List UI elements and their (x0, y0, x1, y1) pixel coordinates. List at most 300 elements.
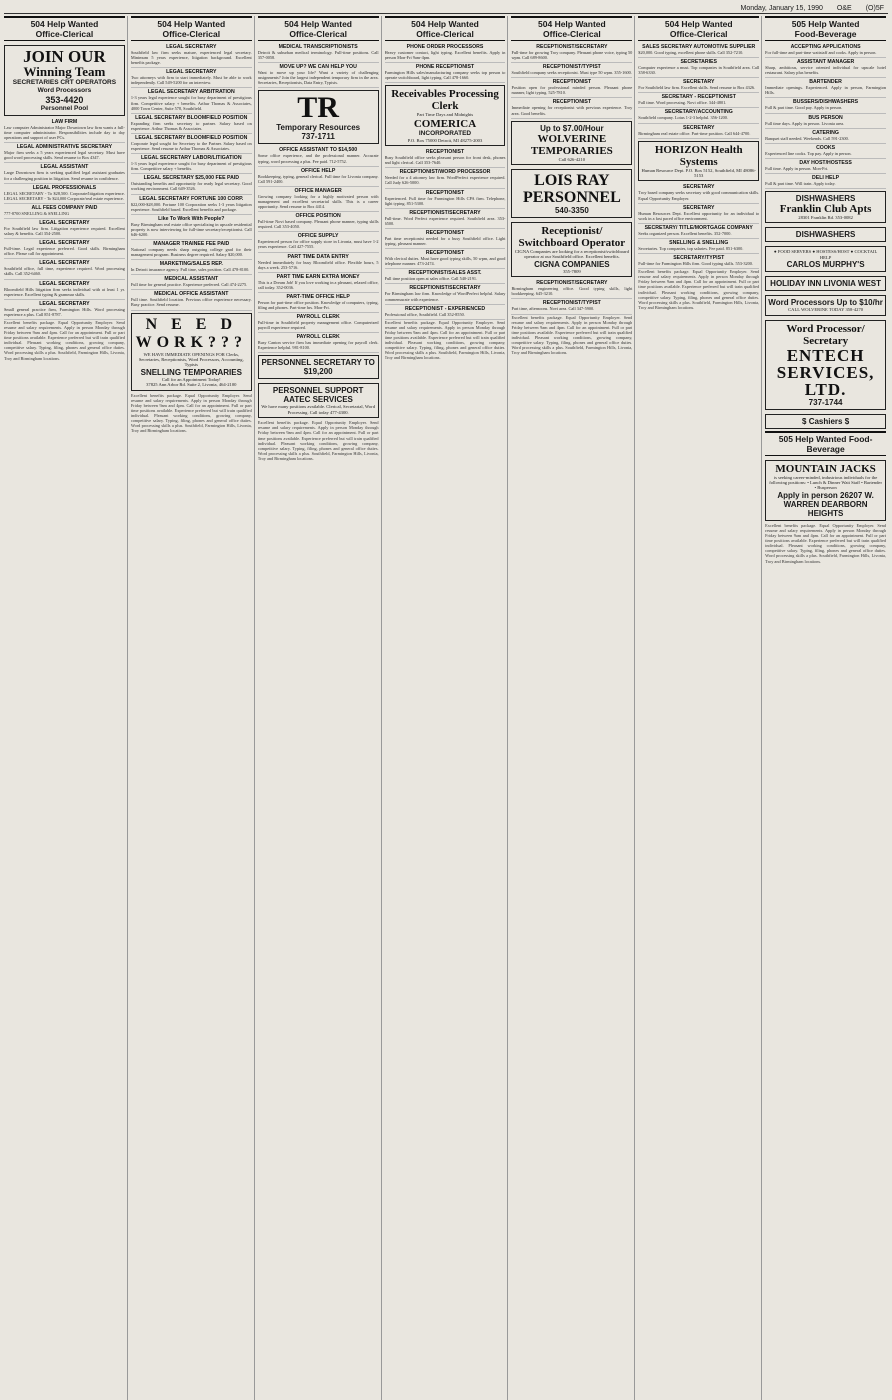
ad-heading: LEGAL SECRETARY (166, 69, 217, 76)
ad-heading: MOVE UP? WE CAN HELP YOU (279, 64, 357, 71)
ad-body: Growing company looking for a highly motivated person with management and excellent secretarial skills. This is a career opportunity. Send resume to Box 4414. (257, 193, 379, 210)
ad-heading: SECRETARY (683, 204, 715, 211)
ad-heading: RECEPTIONIST/TYPIST (542, 300, 601, 307)
ad-body: In Detroit insurance agency. Full time, sales position. Call 478-8100. (130, 267, 250, 273)
classified-ad (131, 154, 252, 174)
classified-ad (131, 68, 252, 88)
mountain-jacks-name: MOUNTAIN JACKS (775, 462, 876, 475)
ad-heading: BUS PERSON (808, 114, 843, 121)
classified-ad (765, 114, 886, 129)
comerica-sub: INCORPORATED (418, 129, 472, 137)
ad-heading: LEGAL SECRETARY BLOOMFIELD POSITION (135, 134, 248, 141)
ad-heading: RECEPTIONIST (425, 149, 465, 156)
lois-ray-phone: 540-3350 (554, 206, 589, 216)
classified-ad (638, 108, 759, 123)
ad-body: Some office experience, and the professional manner. Accurate typing, word processing a plus. Fee paid. 712-5752. (257, 153, 379, 164)
comerica-address: P.O. Box 75000 Detroit, MI 48275-2003 (407, 137, 483, 143)
ad-heading: LEGAL SECRETARY (39, 240, 90, 247)
classified-ad (765, 129, 886, 144)
wolverine-phone: Call 626-4210 (558, 156, 586, 162)
holiday-inn-name: HOLIDAY INN LIVONIA WEST (770, 279, 881, 289)
ad-heading: SECRETARY/TYPIST (673, 255, 725, 262)
ad-heading: MANAGER TRAINEE FEE PAID (153, 240, 230, 247)
classified-ad (638, 204, 759, 224)
ad-list (258, 146, 379, 353)
ad-heading: SECRETARY/ TITLE/MORTGAGE COMPANY (644, 224, 753, 231)
ad-heading: RECEPTIONIST/SECRETARY (409, 209, 481, 216)
need-work-body: WE HAVE IMMEDIATE OPENINGS FOR Clerks, Secretaries, Receptionists, Word Processors, Accounting, Typists (138, 351, 244, 368)
filler-text: Excellent benefits package. Equal Opportunity Employer. Send resume and salary requirements. Apply in person Monday through Friday between 9am and 4pm. Call for an appointment. Full or part time positions available. Experience preferred but will train qualified individual. Pleasant working conditions, growing company, competitive salary. Typing, filing, phones and general office duties. Word processing skills a plus. Southfield, Farmington Hills, Livonia, Troy and Birmingham locations. (130, 392, 252, 434)
ad-body: Full time. Southfield location. Previous office experience necessary. Busy practice. Send resume. (130, 297, 252, 308)
ad-heading: ASSISTANT MANAGER (796, 59, 855, 66)
ad-heading: COOKS (816, 144, 836, 151)
dishwashers-ad (765, 191, 886, 223)
classified-ad (258, 253, 379, 273)
ad-list (385, 148, 506, 320)
classified-ad (385, 148, 506, 168)
ad-list (131, 43, 252, 311)
ad-body: Small general practice firm, Farmington Hills. Word processing experience a plus. Call 851-8787. (4, 306, 125, 317)
ad-heading: SECRETARY (683, 124, 715, 131)
ad-heading: LEGAL PROFESSIONALS (32, 184, 97, 191)
food-positions: ● FOOD SERVERS ● HOSTESS/HOST ● COCKTAIL HELP (773, 249, 878, 260)
ad-body: Experienced line cooks. Top pay. Apply in person. (765, 150, 852, 156)
ad-heading: SECRETARY/ACCOUNTING (664, 109, 733, 116)
cigna-ad (511, 222, 632, 277)
ad-heading: LAW FIRM (51, 119, 78, 125)
ad-body: Experienced. Full time for Farmington Hills CPA firm. Telephone, light typing. 851-5300. (384, 195, 506, 206)
ad-body: Full time. Word processing. Novi office. 344-4801. (638, 100, 727, 106)
ad-body: For Southfield law firm. Litigation experience required. Excellent salary & benefits. Call 354-2500. (4, 225, 125, 237)
ad-heading: OFFICE ASSISTANT TO $14,500 (279, 147, 358, 154)
aatec-body: We have many positions available. Clerical, Secretarial, Word Processing. Call today 477-4300. (261, 404, 376, 415)
ad-body: Detroit & suburban medical terminology. Full-time positions. Call 357-0058. (257, 50, 379, 61)
temporary-resources-ad (258, 90, 379, 144)
ad-body: 777-8700 SNELLING & SNELLING (4, 210, 70, 216)
column-header: 504 Help Wanted Office-Clerical (511, 16, 632, 41)
dishwashers-heading: DISHWASHERS (795, 194, 856, 204)
folio-date: Monday, January 15, 1990 (740, 5, 823, 12)
ad-heading: SECRETARY (683, 79, 715, 86)
classified-ad (4, 204, 125, 219)
horizon-address: Human Resource Dept. P.O. Box 5152, Southfield, MI 48086-5153 (641, 167, 756, 179)
ad-heading: OFFICE SUPPLY (297, 233, 339, 240)
personnel-secretary-ad (258, 355, 379, 379)
ad-heading: PHONE ORDER PROCESSORS (406, 44, 484, 50)
column-header: 504 Help Wanted Office-Clerical (638, 16, 759, 41)
ad-body: Full & part time. Good pay. Apply in person. (765, 105, 843, 111)
ad-body: Southfield office, full time, experience required. Word processing skills. Call 352-6460. (4, 266, 125, 277)
ad-body: $22,000-$28,000. Fortune 100 Corporation seeks 1-3 years litigation experience. Southfield based. Excellent benefits and package. (130, 201, 252, 212)
ad-heading: PART TIME EARN EXTRA MONEY (276, 273, 360, 280)
ad-body: Full-time. Legal experience preferred. Good skills. Birmingham office. Please call for appointment. (4, 246, 125, 257)
column-6 (638, 16, 762, 1400)
ad-heading: OFFICE MANAGER (294, 187, 342, 194)
ad-body: Southfield company. Lotus 1-2-3 helpful. 356-1200. (638, 115, 729, 121)
column-header: 505 Help Wanted Food-Beverage (765, 16, 886, 41)
carlos-name: CARLOS MURPHY'S (786, 260, 865, 270)
cashiers-heading: $ Cashiers $ (802, 416, 850, 426)
ad-body: Bloomfield Hills litigation firm seeks individual with at least 1 yr. experience. Excellent typing & grammar skills. (4, 286, 125, 297)
classified-ad (511, 299, 632, 314)
entech-phone: 737-1744 (808, 397, 843, 407)
winning-team-heading: Winning Team (23, 64, 106, 79)
classified-ad (638, 93, 759, 108)
ad-body: Busy Canton service firm has immediate opening for payroll clerk. Experience helpful. 981-8100. (257, 340, 379, 351)
ad-body: Corporate legal sought for Secretary to the Partner. Salary based on experience. Send resume to Arthur Thomas & Associates. (130, 140, 252, 152)
ad-list (638, 43, 759, 139)
classified-ad (638, 183, 759, 203)
ad-heading: BUSSERS/DISHWASHERS (793, 99, 859, 106)
ad-body: For full-time and part-time waitstaff and cooks. Apply in person. (765, 50, 877, 55)
dishwashers-ad-2 (765, 227, 886, 242)
ad-heading: MARKETING/SALES REP. (159, 261, 223, 268)
ad-heading: LEGAL SECRETARY ARBITRATION (147, 89, 235, 96)
wage-heading: Up to $7.00/Hour (540, 123, 604, 133)
ad-body: Seeks organized person. Excellent benefits. 352-7000. (638, 230, 732, 236)
column-header: 504 Help Wanted Office-Clerical (385, 16, 506, 41)
ad-body: With clerical duties. Must have good typing skills, 50 wpm, and good telephone manner. 473-2474. (384, 256, 506, 267)
ad-body: Experienced person for office supply store in Livonia, must have 1-2 years experience. Call 427-7555. (257, 239, 379, 250)
classified-ad (638, 58, 759, 78)
column-1 (4, 16, 128, 1400)
ad-body: Full time for general practice. Experience preferred. Call 474-2275. (130, 282, 248, 288)
need-work-ad (131, 313, 252, 391)
ad-body: Busy Birmingham real estate office specializing in upscale residential property is now interviewing for full-time secretary/receptionist. Call 646-6200. (130, 221, 252, 237)
ad-body: $20,000. Good typing, excellent phone skills. Call 352-7210. (638, 50, 744, 55)
ad-body: Immediate opening for receptionist with previous experience. Troy area. Good benefits. (511, 105, 633, 116)
filler-text: Excellent benefits package. Equal Opportunity Employer. Send resume and salary requirements. Apply in person Monday through Friday between 9am and 4pm. Call for an appointment. Full or part time positions available. Experience preferred but will train qualified individual. Pleasant working conditions, growing company, competitive salary. Typing, filing, phones and general office duties. Word processing skills a plus. Southfield, Farmington Hills, Livonia, Troy and Birmingham locations. (765, 522, 887, 564)
ad-body: Want to move up your life? Want a variety of challenging assignments? Join the largest independent temporary firm in the area. Secretaries, Receptionists, Data Entry, Typists. (257, 70, 379, 86)
classified-ad (385, 269, 506, 284)
word-processors-ad (765, 295, 886, 315)
need-work-heading: N E E D WORK??? (135, 315, 248, 351)
ad-body: Full-time for growing Troy company. Pleasant phone voice, typing 50 wpm. Call 689-8600. (511, 50, 633, 61)
ad-body: Full time. Apply in person. Mon-Fri. (765, 165, 829, 171)
ad-body: 1-3 years legal experience sought for busy department of prestigious firm. Competitive salary + benefits. (130, 161, 252, 172)
ad-heading: LEGAL SECRETARY BLOOMFIELD POSITION (135, 114, 248, 121)
ad-heading: LEGAL SECRETARY LABOR/LITIGATION (140, 155, 242, 162)
tr-phone: 737-1711 (301, 132, 335, 142)
mountain-jacks-ad (765, 460, 886, 521)
ad-heading: RECEPTIONIST/SECRETARY (409, 285, 481, 292)
filler-text: Excellent benefits package. Equal Opportunity Employer. Send resume and salary requirements. Apply in person Monday through Friday between 9am and 4pm. Call for an appointment. Full or part time positions available. Experience preferred but will train qualified individual. Pleasant working conditions, growing company, competitive salary. Typing, filing, phones and general office duties. Word processing skills a plus. Southfield, Farmington Hills, Livonia, Troy and Birmingham locations. (4, 319, 125, 361)
classified-ad (385, 209, 506, 229)
horizon-ad (638, 141, 759, 182)
mountain-jacks-body: is seeking career-minded, industrious individuals for the following positions: • Lunch & Dinner Wait Staff • Bartender • Busperson (769, 474, 882, 491)
classified-ad (258, 232, 379, 252)
ad-heading: SALES SECRETARY AUTOMOTIVE SUPPLIER (642, 44, 756, 50)
cigna-phone: 355-7809 (563, 268, 581, 274)
ad-heading: MEDICAL TRANSCRIPTIONISTS (278, 44, 358, 50)
lois-ray-ad (511, 169, 632, 218)
column-3 (258, 16, 382, 1400)
ad-body: Southfield company seeks receptionist. Must type 50 wpm. 355-1600. (511, 70, 632, 76)
ad-heading: LEGAL SECRETARY FORTUNE 100 CORP. (139, 195, 244, 202)
ad-body: Full time days. Apply in person. Livonia area. (765, 120, 845, 126)
ad-body: Farmington Hills sales/manufacturing company seeks top person to operate switchboard, light typing. Call 478-1660. (384, 70, 506, 81)
filler-text: Excellent benefits package. Equal Opportunity Employer. Send resume and salary requirements. Apply in person Monday through Friday between 9am and 4pm. Call for an appointment. Full or part time positions available. Experience preferred but will train qualified individual. Pleasant working conditions, growing company, competitive salary. Typing, filing, phones and general office duties. Word processing skills a plus. Southfield, Farmington Hills, Livonia, Troy and Birmingham locations. (384, 319, 506, 361)
agency-name: Personnel Pool (40, 105, 89, 112)
classified-ad (511, 63, 632, 78)
ad-body: Part time receptionist needed for a busy Southfield office. Light typing, pleasant manner. (384, 235, 506, 247)
snelling-name: SNELLING TEMPORARIES (140, 367, 242, 377)
classified-ad (638, 239, 759, 254)
wolverine-ad (511, 121, 632, 165)
classified-ad (258, 43, 379, 63)
classified-ad (511, 43, 632, 63)
classified-ad (765, 43, 886, 58)
ad-heading: RECEPTIONIST/WORD PROCESSOR (399, 169, 491, 176)
classified-ad (385, 63, 506, 83)
classified-ad (258, 293, 379, 313)
ad-heading: OFFICE POSITION (295, 213, 341, 220)
classified-ad (258, 146, 379, 166)
classified-ad (258, 273, 379, 293)
classified-columns (4, 16, 888, 1400)
ad-heading: RECEPTIONIST (552, 99, 592, 106)
filler-text: Excellent benefits package. Equal Opportunity Employer. Send resume and salary requirements. Apply in person Monday through Friday between 9am and 4pm. Call for an appointment. Full or part time positions available. Experience preferred but will train qualified individual. Pleasant working conditions, growing company, competitive salary. Typing, filing, phones and general office duties. Word processing skills a plus. Southfield, Farmington Hills, Livonia, Troy and Birmingham locations. (511, 314, 633, 356)
classified-ad (765, 174, 886, 189)
ad-heading: LEGAL ADMINISTRATIVE SECRETARY (16, 144, 113, 151)
franklin-name: Franklin Club Apts (779, 203, 872, 216)
ad-body: Full-time Novi based company. Pleasant phone manner, typing skills required. Call 353-4050. (257, 219, 379, 230)
ad-body: Law computer Administrator Major Downtown law firm wants a full-time computer administrator. Responsibilities include day to day operations and support of user PCs. (4, 125, 125, 141)
classified-ad (131, 43, 252, 68)
classified-ad (258, 212, 379, 232)
ad-list (765, 43, 886, 189)
classified-ad (638, 254, 759, 269)
classified-ad (4, 239, 125, 259)
classified-ad (4, 143, 125, 163)
wolverine-call: CALL WOLVERINE TODAY 358-4270 (788, 307, 864, 313)
ad-list (638, 183, 759, 269)
receivables-heading: Receivables Processing Clerk (391, 88, 499, 113)
ad-heading: BARTENDER (809, 79, 842, 86)
ad-body: Full & part time. Will train. Apply today. (765, 180, 836, 186)
ad-body: Full-time. Word Perfect experience required. Southfield area. 353-6500. (384, 215, 506, 226)
entech-name: ENTECH SERVICES, LTD. (776, 345, 875, 399)
cigna-name: CIGNA COMPANIES (534, 259, 610, 269)
classified-ad (765, 78, 886, 98)
ad-body: Outstanding benefits and opportunity for ready legal secretary. Good working environment. Call 649-3526. (130, 181, 252, 192)
wolverine-name: WOLVERINE TEMPORARIES (530, 132, 613, 157)
ad-body: Person for part-time office position. Knowledge of computers, typing, filing and phones. Part-time hrs. Mon-Fri. (257, 299, 379, 310)
ad-heading: RECEPTIONIST (425, 229, 465, 236)
ad-heading: PAYROLL CLERK (296, 334, 340, 341)
page-folio (4, 4, 888, 14)
ad-body: Troy based company seeks secretary with good communication skills. Equal Opportunity Employer. (638, 190, 760, 201)
column-5 (511, 16, 635, 1400)
classified-ad (4, 118, 125, 143)
classified-ad (4, 219, 125, 239)
ad-body: Birmingham real estate office. Part-time position. Call 644-4700. (638, 130, 751, 136)
carlos-murphys-ad (765, 246, 886, 272)
classified-ad (511, 279, 632, 299)
ad-body: Banquet staff needed. Weekends. Call 591-2300. (765, 135, 849, 141)
classified-ad (131, 240, 252, 260)
entech-ad (765, 320, 886, 410)
ad-heading: LEGAL ASSISTANT (40, 164, 89, 171)
classified-ad (638, 78, 759, 93)
phone-number: 353-4420 (45, 95, 84, 105)
classified-ad (4, 280, 125, 300)
ad-heading: RECEPTIONIST (425, 189, 465, 196)
ad-list (511, 43, 632, 119)
ad-body: For Southfield law firm. Excellent skills. Send resume to Box 4326. (638, 85, 756, 91)
ad-heading: MEDICAL ASSISTANT (164, 276, 219, 283)
classified-ad (131, 275, 252, 290)
tr-name: Temporary Resources (276, 123, 361, 133)
classified-ad (258, 313, 379, 333)
ad-body: National company needs sharp outgoing college grad for their management program. Business degree required. Salary $20,000. (130, 246, 252, 258)
cashiers-ad (765, 414, 886, 429)
aatec-heading: PERSONNEL SUPPORT AATEC SERVICES (272, 386, 364, 405)
classified-ad (385, 189, 506, 209)
ad-heading: ACCEPTING APPLICATIONS (790, 44, 861, 50)
classified-ad (131, 260, 252, 275)
ad-body: 1-3 years legal experience sought for busy department of prestigious firm. Competitive salary + benefits. Arthur Thomas & Associates, 4000 Town Center, Suite 578, Southfield. (130, 95, 252, 111)
ad-list (258, 43, 379, 88)
ad-body: Large Downtown firm is seeking qualified legal assistant graduates for a challenging position in litigation. Send resume in confidence. (4, 170, 125, 181)
classified-ad (385, 249, 506, 269)
mountain-jacks-address: Apply in person 26207 W. WARREN DEARBORN HEIGHTS (777, 490, 874, 518)
column-4 (385, 16, 509, 1400)
horizon-name: HORIZON Health Systems (654, 143, 743, 168)
ad-body: Birmingham engineering office. Good typing skills, light bookkeeping. 645-3210. (511, 286, 633, 297)
ad-heading: LEGAL SECRETARY (39, 219, 90, 226)
ad-heading: LEGAL SECRETARY (39, 300, 90, 307)
ad-heading: SNELLING & SNELLING (669, 239, 729, 246)
tr-logo: TR (297, 91, 339, 125)
classified-ad (638, 124, 759, 139)
ad-body: Major firm seeks a 5 years experienced legal secretary. Must have good word processing skills. Send resume to Box 4347. (4, 150, 125, 161)
ad-heading: PAYROLL CLERK (296, 314, 340, 321)
ad-body: For Birmingham law firm. Knowledge of WordPerfect helpful. Salary commensurate with experience. (384, 291, 506, 302)
switchboard-heading: Receptionist/ Switchboard Operator (518, 225, 626, 250)
folio-section: O&E (836, 5, 852, 12)
ad-heading: CATERING (812, 129, 839, 136)
ad-list (4, 118, 125, 320)
ad-heading: RECEPTIONIST - EXPERIENCED (404, 305, 486, 312)
ad-heading: SECRETARIES (680, 59, 717, 66)
ad-heading: RECEPTIONIST/SALES ASST. (408, 270, 482, 277)
ad-heading: ALL FEES COMPANY PAID (31, 204, 98, 211)
comerica-logo: COMERICA (413, 117, 477, 130)
folio-page: (O)5F (865, 5, 884, 12)
section-header-food-beverage: 505 Help Wanted Food-Beverage (765, 431, 886, 456)
ad-body: Computer experience a must. Top companies in Southfield area. Call 358-6330. (638, 65, 760, 76)
classified-ad (131, 88, 252, 113)
ad-heading: LEGAL SECRETARY (166, 44, 217, 50)
column-header: 504 Help Wanted Office-Clerical (4, 16, 125, 41)
ad-body: Sharp, ambitious, service oriented individual for upscale hotel restaurant. Salary plus benefits. (765, 65, 887, 76)
ad-heading: OFFICE HELP (301, 167, 336, 174)
ad-list (385, 43, 506, 83)
ad-body: Two attorneys with firm to start immediately. Must be able to work independently. Call 549-5200 for an interview. (130, 75, 252, 86)
classified-ad (131, 195, 252, 215)
ad-heading: RECEPTIONIST/TYPIST (542, 64, 601, 71)
classified-ad (258, 333, 379, 353)
receivables-sub: Part Time Days and Midnights (416, 112, 474, 118)
ad-heading: DELI HELP (812, 174, 840, 181)
ad-heading: PART TIME DATA ENTRY (287, 253, 349, 260)
classified-ad (4, 184, 125, 204)
ad-heading: RECEPTIONIST/SECRETARY (536, 280, 608, 287)
ad-heading: LEGAL SECRETARY (39, 280, 90, 287)
classified-ad (511, 78, 632, 98)
classified-ad (511, 98, 632, 118)
ad-heading: LEGAL SECRETARY $25,000 FEE PAID (143, 175, 239, 182)
personnel-pool-ad (4, 45, 125, 116)
switchboard-body: CIGNA Companies are looking for a receptionist/switchboard operator at our Southfield office. Excellent benefits. (514, 249, 629, 260)
ad-heading: PART-TIME OFFICE HELP (286, 293, 350, 300)
lois-ray-name: LOIS RAY PERSONNEL (522, 172, 621, 207)
classified-ad (131, 290, 252, 310)
classified-ad (765, 98, 886, 113)
classified-ad (258, 63, 379, 88)
ad-body: Southfield law firm seeks mature, experienced legal secretary. Minimum 5 years experience, litigation background. Excellent benefits package. (130, 50, 252, 66)
personnel-secretary-heading: PERSONNEL SECRETARY TO $19,200 (261, 358, 375, 377)
column-7 (765, 16, 888, 1400)
ad-heading: RECEPTIONIST (425, 250, 465, 257)
ad-body: Full-time for Farmington Hills firm. Good typing skills. 553-3200. (638, 261, 753, 267)
ad-body: Needed for a 4 attorney law firm. WordPerfect experience required. Call Judy 626-5000. (384, 175, 506, 186)
ad-heading: SECRETARY (683, 184, 715, 191)
ad-heading: LEGAL SECRETARY (39, 260, 90, 267)
aatec-ad (258, 383, 379, 418)
franklin-address: 28301 Franklin Rd. 353-0082 (798, 215, 853, 221)
ad-body: Position open for professional minded person. Pleasant phone manner, light typing. 525-7810. (511, 85, 633, 96)
classified-ad (4, 259, 125, 279)
filler-text: Excellent benefits package. Equal Opportunity Employer. Send resume and salary requirements. Apply in person Monday through Friday between 9am and 4pm. Call for an appointment. Full or part time positions available. Experience preferred but will train qualified individual. Pleasant working conditions, growing company, competitive salary. Typing, filing, phones and general office duties. Word processing skills a plus. Southfield, Farmington Hills, Livonia, Troy and Birmingham locations. (638, 269, 760, 310)
ad-body: Secretaries. Top companies, top salaries. Fee paid. 851-6300. (638, 245, 744, 251)
ad-heading: SECRETARY - RECEPTIONIST (661, 94, 736, 101)
ad-body: Part time, afternoons. Novi area. Call 347-5900. (511, 306, 595, 312)
ad-body: Heavy customer contact, light typing. Excellent benefits. Apply in person Mon-Fri 9am-4pm. (384, 50, 506, 61)
classified-ad (638, 224, 759, 239)
word-processor-secretary-heading: Word Processor/ Secretary (786, 322, 865, 347)
classified-ad (765, 144, 886, 159)
ad-heading: Like To Work With People? (158, 215, 225, 222)
classified-ad (131, 174, 252, 194)
classified-ad (385, 284, 506, 304)
classified-ad (385, 305, 506, 320)
ad-heading: DAY HOST/HOSTESS (799, 159, 852, 166)
ad-list (511, 279, 632, 314)
receivables-clerk-ad (385, 85, 506, 146)
ad-body: Expanding firm seeks secretary to partner. Salary based on experience. Arthur Thomas & Associates. (130, 120, 252, 131)
dishwashers-heading: DISHWASHERS (795, 230, 856, 240)
classified-ad (131, 134, 252, 154)
column-2 (131, 16, 255, 1400)
snelling-address: 37825 Ann Arbor Rd. Suite 2, Livonia, 464-2100 (146, 382, 237, 388)
classified-ad (638, 43, 759, 58)
classified-ad (385, 168, 506, 188)
ad-heading: RECEPTIONIST/SECRETARY (536, 44, 608, 50)
column-header: 504 Help Wanted Office-Clerical (131, 16, 252, 41)
ad-body: Professional office, Southfield. Call 352-8550. (384, 311, 465, 317)
ad-body: Full time position open at sales office. Call 540-2191. (384, 276, 478, 282)
ad-body: Full-time in Southfield property management office. Computerized payroll experience required. (257, 320, 379, 331)
classified-ad (765, 159, 886, 174)
column-header: 504 Help Wanted Office-Clerical (258, 16, 379, 41)
classified-ad (131, 215, 252, 240)
ad-heading: RECEPTIONIST (552, 79, 592, 86)
ad-heading: PHONE RECEPTIONIST (415, 64, 475, 71)
classified-ad (765, 58, 886, 78)
ad-body: LEGAL SECRETARY - To $28,500. Corporate/litigation experience. LEGAL SECRETARY - To $24,000 Corporate/real estate experience. (4, 190, 125, 201)
